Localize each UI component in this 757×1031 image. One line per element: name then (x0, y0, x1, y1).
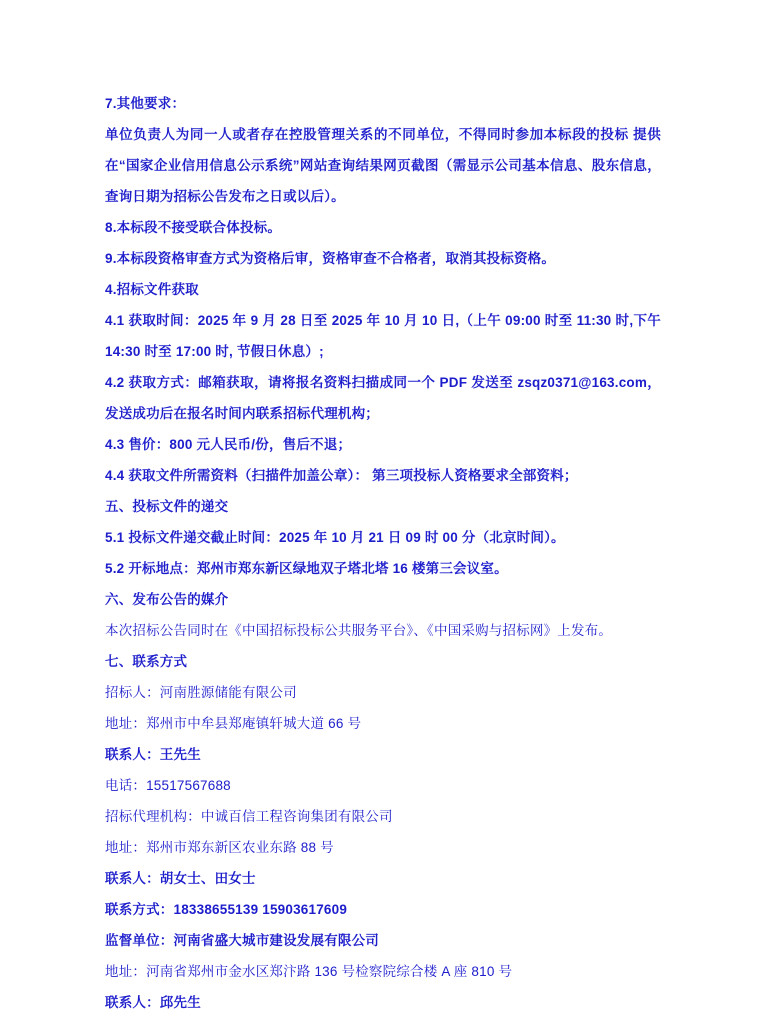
paragraph: 招标人：河南胜源储能有限公司 (105, 685, 297, 700)
paragraph: 联系方式：18338655139 15903617609 (105, 902, 348, 917)
paragraph: 9.本标段资格审查方式为资格后审，资格审查不合格者，取消其投标资格。 (105, 251, 556, 266)
paragraph: 单位负责人为同一人或者存在控股管理关系的不同单位，不得同时参加本标段的投标 提供在“国家企业信用信息公示系统”网站查询结果网页截图（需显示公司基本信息、股东信息，查询日期为招标公告发布之日或以后）。 (105, 127, 661, 204)
paragraph: 5.2 开标地点：郑州市郑东新区绿地双子塔北塔 16 楼第三会议室。 (105, 561, 508, 576)
paragraph: 七、联系方式 (105, 654, 188, 669)
paragraph: 4.1 获取时间：2025 年 9 月 28 日至 2025 年 10 月 10 日,（上午 09:00 时至 11:30 时,下午 14:30 时至 17:00 时, 节假日休息）; (105, 313, 661, 359)
paragraph: 电话：15517567688 (105, 778, 231, 793)
paragraph: 5.1 投标文件递交截止时间：2025 年 10 月 21 日 09 时 00 分（北京时间）。 (105, 530, 565, 545)
paragraph: 地址：郑州市中牟县郑庵镇轩城大道 66 号 (105, 716, 362, 731)
paragraph: 地址：郑州市郑东新区农业东路 88 号 (105, 840, 334, 855)
paragraph: 联系人：邱先生 (105, 995, 201, 1010)
paragraph: 7.其他要求： (105, 96, 186, 111)
paragraph: 监督单位：河南省盛大城市建设发展有限公司 (105, 933, 379, 948)
paragraph: 地址：河南省郑州市金水区郑汴路 136 号检察院综合楼 A 座 810 号 (105, 964, 513, 979)
paragraph: 4.4 获取文件所需资料（扫描件加盖公章）： 第三项投标人资格要求全部资料； (105, 468, 578, 483)
document-body (105, 88, 661, 1018)
paragraph: 五、投标文件的递交 (105, 499, 229, 514)
paragraph: 联系人：王先生 (105, 747, 201, 762)
paragraph: 本次招标公告同时在《中国招标投标公共服务平台》、《中国采购与招标网》上发布。 (105, 623, 613, 638)
paragraph: 8.本标段不接受联合体投标。 (105, 220, 282, 235)
paragraph: 4.2 获取方式：邮箱获取，请将报名资料扫描成同一个 PDF 发送至 zsqz0371@163.com，发送成功后在报名时间内联系招标代理机构； (105, 375, 661, 421)
paragraph: 联系人：胡女士、田女士 (105, 871, 256, 886)
paragraph: 4.3 售价：800 元人民币/份，售后不退； (105, 437, 352, 452)
paragraph: 招标代理机构：中诚百信工程咨询集团有限公司 (105, 809, 393, 824)
paragraph: 4.招标文件获取 (105, 282, 199, 297)
paragraph: 六、发布公告的媒介 (105, 592, 229, 607)
